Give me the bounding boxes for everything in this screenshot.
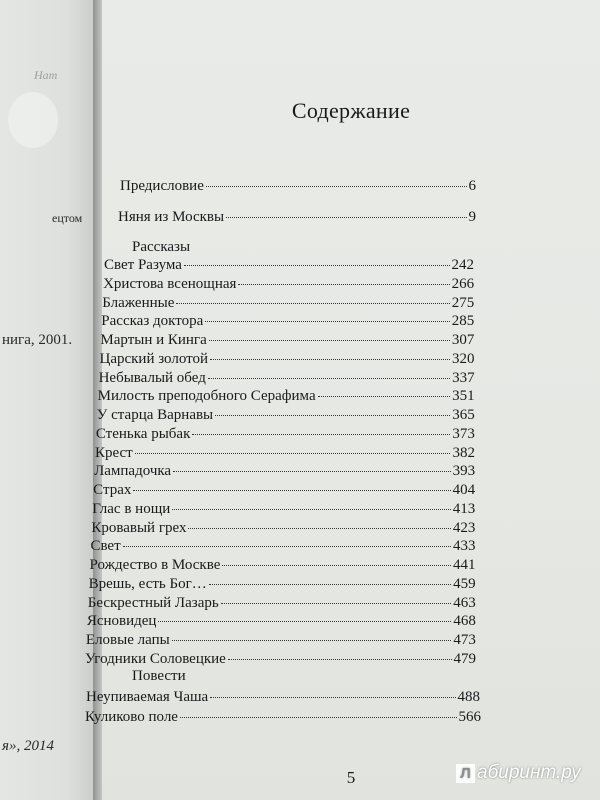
- dot-leader: [184, 265, 450, 266]
- dot-leader: [318, 396, 451, 397]
- toc-entry-page: 275: [451, 294, 475, 311]
- toc-entry-title: Лампадочка: [94, 463, 172, 480]
- toc-entry-page: 404: [452, 482, 476, 499]
- dot-leader: [158, 621, 451, 622]
- toc-entry: [120, 177, 476, 195]
- dot-leader: [238, 284, 449, 285]
- contents-page: [85, 0, 600, 800]
- toc-entry-title: Глас в нощи: [92, 500, 171, 517]
- toc-entry-page: 266: [451, 275, 475, 292]
- toc-entry-page: 9: [468, 209, 476, 225]
- toc-entry-page: 441: [453, 557, 476, 574]
- toc-entry-page: 285: [451, 313, 475, 330]
- watermark-text: абиринт.ру: [477, 762, 581, 783]
- dot-leader: [123, 546, 451, 547]
- dot-leader: [209, 340, 450, 341]
- toc-entry: [88, 594, 476, 612]
- toc-entry: [95, 444, 475, 462]
- toc-entry-title: Блаженные: [102, 294, 175, 311]
- toc-entry-title: Ясновидец: [86, 613, 157, 630]
- toc-entry: [94, 462, 475, 480]
- toc-entry-title: Кровавый грех: [91, 519, 187, 536]
- toc-entry-page: 307: [451, 332, 475, 349]
- toc-entry-page: 373: [452, 425, 475, 442]
- dot-leader: [172, 509, 450, 510]
- dot-leader: [173, 471, 450, 472]
- toc-entry: [99, 369, 475, 387]
- toc-entry: [99, 350, 474, 368]
- labirint-logo-icon: Л: [456, 764, 475, 783]
- toc-entry-page: 459: [453, 575, 476, 592]
- toc-entry: [89, 575, 476, 593]
- toc-entry-title: Небывалый обед: [98, 369, 206, 386]
- toc-entry-title: Мартын и Кинга: [100, 332, 207, 349]
- toc-entry-page: 473: [453, 632, 476, 649]
- toc-entry-title: Царский золотой: [99, 350, 209, 367]
- toc-entry-title: Христова всенощная: [103, 275, 237, 292]
- facing-page-fragment: Ham: [34, 68, 58, 82]
- toc-entry-title: Свет Разума: [104, 257, 182, 273]
- toc-entry-title: Свет: [90, 538, 121, 555]
- dot-leader: [226, 217, 466, 218]
- toc-entry: [101, 312, 474, 330]
- toc-entry-title: Неупиваемая Чаша: [86, 689, 209, 705]
- toc-entry-page: 320: [451, 350, 475, 367]
- toc-entry: [86, 688, 480, 706]
- toc-entry: [97, 406, 475, 424]
- dot-leader: [210, 359, 450, 360]
- toc-entry-page: 479: [453, 651, 476, 667]
- dot-leader: [210, 697, 455, 698]
- toc-entry-title: Еловые лапы: [85, 632, 170, 649]
- toc-entry-title: Бескрестный Лазарь: [87, 594, 219, 611]
- toc-entry: [100, 331, 474, 349]
- toc-entry-page: 413: [452, 500, 476, 517]
- toc-entry: [85, 650, 476, 668]
- toc-entry-title: Милость преподобного Серафима: [97, 388, 316, 405]
- toc-entry-page: 423: [452, 519, 476, 536]
- toc-entry-title: Крест: [94, 444, 133, 461]
- toc-entry-page: 242: [451, 257, 474, 273]
- dot-leader: [188, 528, 450, 529]
- dot-leader: [176, 303, 449, 304]
- facing-page-fragment: я», 2014: [2, 738, 54, 754]
- toc-entry: [86, 631, 476, 649]
- faded-emblem: [8, 92, 58, 148]
- dot-leader: [133, 490, 450, 491]
- toc-entry-title: Рассказ доктора: [101, 313, 204, 330]
- dot-leader: [180, 717, 457, 718]
- toc-entry-page: 566: [458, 709, 481, 725]
- toc-entry-title: Куликово поле: [85, 709, 178, 725]
- facing-page-fragment: ецтом: [52, 211, 83, 225]
- dot-leader: [215, 415, 450, 416]
- labirint-watermark: [456, 762, 581, 784]
- toc-entry-title: Стенька рыбак: [95, 425, 191, 442]
- toc-entry: [87, 612, 476, 630]
- toc-entry: [103, 275, 474, 293]
- toc-entry-title: У старца Варнавы: [96, 407, 214, 424]
- dot-leader: [208, 378, 450, 379]
- dot-leader: [205, 321, 450, 322]
- toc-entry-title: Врешь, есть Бог…: [88, 575, 207, 592]
- dot-leader: [206, 186, 467, 187]
- facing-page-fragment: нига, 2001.: [2, 332, 73, 348]
- page-title: Содержание: [291, 98, 411, 123]
- toc-entry-page: 365: [452, 407, 475, 424]
- facing-page: [0, 0, 96, 800]
- toc-entry-title: Предисловие: [120, 178, 204, 194]
- dot-leader: [221, 603, 452, 604]
- toc-entry-page: 463: [453, 594, 476, 611]
- page-number: 5: [346, 768, 356, 787]
- toc-entry: [90, 556, 476, 574]
- section-heading-stories: Рассказы: [132, 239, 191, 255]
- toc-entry-page: 351: [452, 388, 475, 405]
- dot-leader: [209, 584, 451, 585]
- toc-entry: [102, 294, 474, 312]
- dot-leader: [172, 640, 452, 641]
- toc-entry-page: 6: [468, 178, 476, 194]
- toc-entry-page: 382: [452, 444, 475, 461]
- toc-entry-page: 433: [452, 538, 476, 555]
- toc-entry: [118, 208, 476, 226]
- toc-entry: [98, 387, 475, 405]
- toc-entry: [85, 708, 481, 726]
- toc-entry: [93, 481, 475, 499]
- toc-entry-title: Няня из Москвы: [118, 209, 225, 225]
- toc-entry: [104, 256, 474, 274]
- toc-entry: [92, 500, 475, 518]
- toc-entry-page: 488: [457, 689, 480, 705]
- toc-entry: [96, 425, 475, 443]
- toc-entry: [91, 519, 475, 537]
- section-heading-novellas: Повести: [132, 668, 186, 684]
- dot-leader: [135, 453, 451, 454]
- toc-entry: [90, 537, 475, 555]
- toc-entry-title: Страх: [93, 482, 132, 499]
- dot-leader: [228, 659, 452, 660]
- toc-entry-title: Угодники Соловецкие: [85, 651, 226, 667]
- toc-entry-page: 393: [452, 463, 476, 480]
- dot-leader: [222, 565, 451, 566]
- toc-entry-title: Рождество в Москве: [89, 557, 221, 574]
- dot-leader: [192, 434, 450, 435]
- toc-entry-page: 337: [452, 369, 475, 386]
- toc-entry-page: 468: [453, 613, 476, 630]
